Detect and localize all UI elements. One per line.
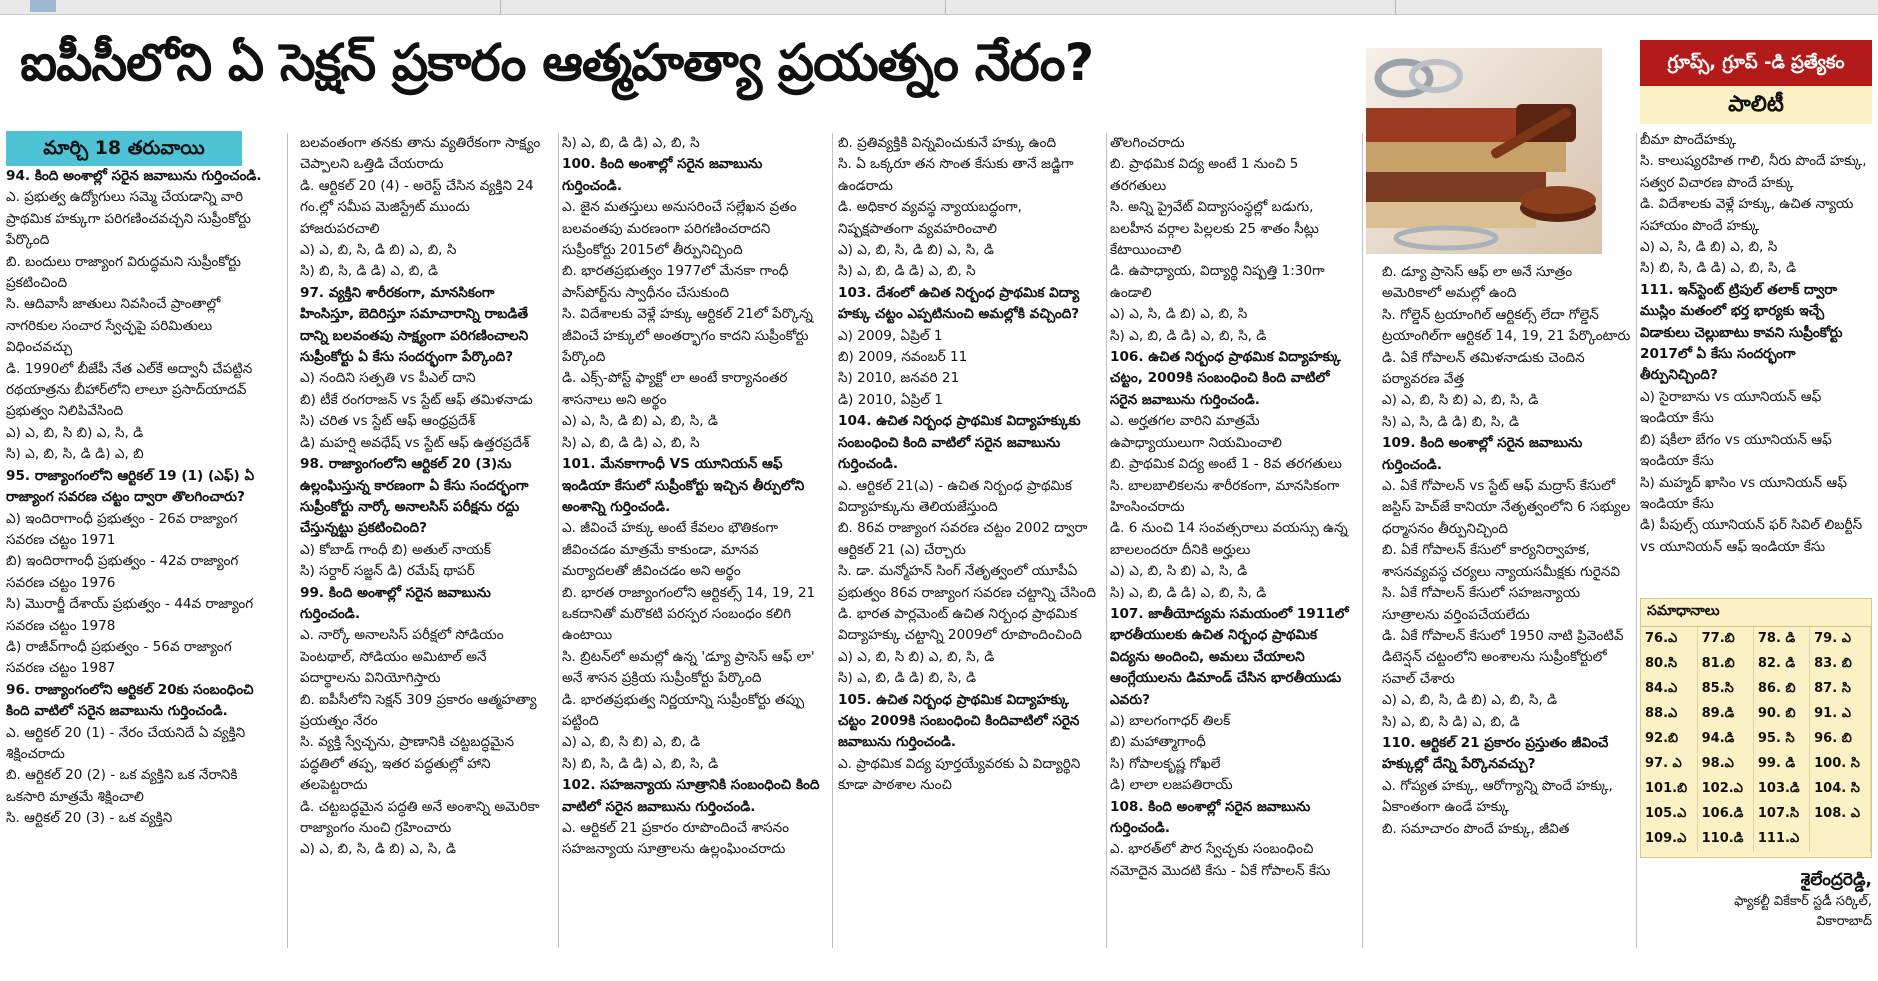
option-text: ఎ. భారత్‌లో పౌర స్వేచ్ఛకు సంబంధించి నమోదైన మొదటి కేసు - ఏకే గోపాలన్ కేసు [1110, 841, 1331, 879]
option-text: ఎ. ఆర్టికల్ 21(ఎ) - ఉచిత నిర్బంధ ప్రాథమిక విద్యాహక్కును తెలియజేస్తుంది [838, 477, 1073, 515]
answer-cell: 107.సి [1753, 802, 1809, 827]
option-text: ఎ. ఆర్టికల్ 21 ప్రకారం రూపొందించే శాసనం సహజన్యాయ సూత్రాలను ఉల్లంఘించరాదు [562, 820, 790, 858]
answer-cell [1810, 827, 1871, 852]
question-text: 103. దేశంలో ఉచిత నిర్బంధ ప్రాథమిక విద్యా హక్కు చట్టం ఎప్పటినుంచి అమల్లోకి వచ్చింది? [838, 284, 1080, 323]
option-text: సి) మొరార్జీ దేశాయ్ ప్రభుత్వం - 44వ రాజ్యాంగ సవరణ చట్టం 1978 [6, 596, 254, 634]
answer-cell: 102.ఎ [1697, 777, 1753, 802]
option-text: సి) ఎ, బి, డి డి) ఎ, బి, సి [838, 263, 976, 280]
answer-cell: 90. బి [1753, 702, 1809, 727]
question-text: 109. కింది అంశాల్లో సరైన జవాబును గుర్తించండి. [1382, 435, 1583, 473]
option-text: బి. ఏకే గోపాలన్ కేసులో కార్యనిర్వాహక, శాసనవ్యవస్థ చర్యలు న్యాయసమీక్షకు గురైనవి [1382, 542, 1621, 580]
answer-cell: 79. ఎ [1810, 627, 1871, 652]
option-text: డి. ఏకే గోపాలన్ కేసులో 1950 నాటి ప్రివెంటివ్ డిటెన్షన్ చట్టంలోని అంశాలను సుప్రీంకోర్టులో సవాల్ చేశారు [1382, 627, 1624, 687]
option-text: సి. ఏకే గోపాలన్ కేసులో సహజన్యాయ సూత్రాలను వర్తింపచేయలేదు [1382, 585, 1581, 623]
option-text: సి) ఎ, బి, డి డి) ఎ, బి, సి, డి [1110, 584, 1267, 601]
option-text: సి. విదేశాలకు వెళ్లే హక్కు ఆర్టికల్ 21లో పేర్కొన్న జీవించే హక్కులో అంతర్భాగం కాదని సుప్రీంకోర్టు పేర్కొంది [562, 306, 813, 366]
option-text: డి) రాజీవ్‌గాంధీ ప్రభుత్వం - 56వ రాజ్యాంగ సవరణ చట్టం 1987 [6, 638, 232, 677]
answer-cell: 108. ఎ [1810, 802, 1871, 827]
column-divider [1106, 133, 1107, 948]
option-text: సి) ఎ, సి, డి డి) బి, సి, డి [1382, 413, 1520, 430]
option-text: ఎ) నందిని సత్పతి vs పీఎల్ దాని [300, 370, 476, 387]
answer-row [1641, 652, 1871, 677]
option-text: సి) 2010, జనవరి 21 [838, 370, 960, 387]
option-text: సి) చరిత vs స్టేట్ ఆఫ్ ఆంధ్రప్రదేశ్ [300, 413, 476, 430]
answer-row [1641, 777, 1871, 802]
option-text: డి. ఎక్స్-పోస్ట్ ఫ్యాక్టో లా అంటే కార్యానంతర శాసనాలు అని అర్థం [562, 370, 788, 408]
option-text: సి. ఏ ఒక్కరూ తన సొంత కేసుకు తానే జడ్జిగా ఉండరాదు [838, 156, 1074, 194]
answer-key-box [1640, 598, 1872, 858]
answer-row [1641, 827, 1871, 852]
option-text: తొలగించరాదు [1110, 135, 1185, 151]
option-text: బి. ఐపీసీలోని సెక్షన్ 309 ప్రకారం ఆత్మహత్యా ప్రయత్నం నేరం [300, 691, 537, 729]
answer-cell: 78. డి [1753, 627, 1809, 652]
option-text: డి) పీపుల్స్ యూనియన్ ఫర్ సివిల్ లిబర్టీస్ vs యూనియన్ ఆఫ్ ఇండియా కేసు [1640, 517, 1863, 555]
option-text: ఎ. గోప్యత హక్కు, ఆరోగ్యాన్ని పొందే హక్కు, ఏకాంతంగా ఉండే హక్కు [1382, 777, 1613, 816]
author-role: ఫ్యాకల్టీ వికేకార్ స్టడీ సర్కిల్, [1734, 894, 1872, 909]
option-text: బి. సమాచారం పొందే హక్కు, జీవిత [1382, 820, 1570, 837]
answer-cell: 100. సి [1810, 752, 1871, 777]
article-column-6 [1382, 262, 1634, 952]
option-text: సి) బి, సి, డి డి) ఎ, బి, సి, డి [1640, 260, 1797, 277]
question-text: 104. ఉచిత నిర్బంధ ప్రాథమిక విద్యాహక్కుకు సంబంధించి కింది వాటిలో సరైన జవాబును గుర్తించండి. [838, 413, 1081, 473]
option-text: సి) ఎ, బి, డి డి) ఎ, బి, సి [562, 434, 700, 451]
option-text: ఎ) ఎ, సి, డి బి) ఎ, బి, సి [1640, 239, 1778, 256]
option-text: ఎ. జైన మతస్తులు అనుసరించే సల్లేఖన వ్రతం బలవంతపు మరణంగా పరిగణించరాదని సుప్రీంకోర్టు 2015లో తీర్పునిచ్చింది [562, 199, 797, 259]
option-text: సి. గోల్డెన్ ట్రయాంగిల్ ఆర్టికల్స్ లేదా గోల్డెన్ ట్రయాంగిల్‌గా ఆర్టికల్ 14, 19, 21 పేర్కొంటారు [1382, 306, 1631, 345]
option-text: డి. ఉపాధ్యాయ, విద్యార్థి నిష్పత్తి 1:30గా ఉండాలి [1110, 263, 1325, 301]
answer-cell: 96. బి [1810, 727, 1871, 752]
option-text: ఎ. నార్కో అనాలసిస్ పరీక్షలో సోడియం పెంటథాల్, సోడియం అమిటాల్ అనే పదార్థాలను వినియోగిస్తారు [300, 627, 504, 687]
option-text: బి. భారత రాజ్యాంగంలోని ఆర్టికల్స్ 14, 19, 21 ఒకదానితో మరొకటి పరస్పర సంబంధం కలిగి ఉంటాయి [562, 584, 816, 644]
option-text: సి. డా. మన్మోహన్ సింగ్ నేతృత్వంలో యూపీఏ ప్రభుత్వం 86వ రాజ్యాంగ సవరణ చట్టాన్ని చేసింది [838, 563, 1096, 601]
option-text: బి. ప్రాథమిక విద్య అంటే 1 - 8వ తరగతులు [1110, 456, 1342, 473]
author-place: వికారాబాద్ [1816, 914, 1872, 929]
option-text: సి) మహ్మద్ ఖాసిం vs యూనియన్ ఆఫ్ ఇండియా కేసు [1640, 474, 1847, 512]
option-text: ఎ. జీవించే హక్కు అంటే కేవలం భౌతికంగా జీవించడం మాత్రమే కాకుండా, మానవ మర్యాదలతో జీవించడం అని అర్థం [562, 520, 778, 580]
question-text: 95. రాజ్యాంగంలోని ఆర్టికల్ 19 (1) (ఎఫ్) ఏ రాజ్యాంగ సవరణ చట్టం ద్వారా తొలగించారు? [6, 467, 255, 506]
gavel-icon [1366, 48, 1602, 254]
question-text: 98. రాజ్యాంగంలోని ఆర్టికల్ 20 (3)ను ఉల్లంఘిస్తున్న కారణంగా ఏ కేసు సందర్భంగా సుప్రీంకోర్టు నార్కో అనాలసిస్ పరీక్షను రద్దు చేస్తున్నట్టు ప్రకటించింది? [300, 456, 529, 537]
top-divider [500, 0, 501, 14]
option-text: డి) 2010, ఏప్రిల్ 1 [838, 391, 943, 408]
option-text: ఎ) ఎ, బి, సి బి) ఎ, బి, సి, డి [838, 648, 995, 665]
answer-cell: 85.సి [1697, 677, 1753, 702]
question-text: 105. ఉచిత నిర్బంధ ప్రాథమిక విద్యాహక్కు చట్టం 2009కి సంబంధించి కిందివాటిలో సరైన జవాబును గుర్తించండి. [838, 691, 1080, 751]
option-text: సి. బ్రిటన్‌లో అమల్లో ఉన్న 'డ్యూ ప్రాసెస్ ఆఫ్ లా' అనే శాసన ప్రక్రియ సుప్రీంకోర్టు పేర్కొంది [562, 648, 815, 687]
option-text: డి. విదేశాలకు వెళ్లే హక్కు, ఉచిత న్యాయ సహాయం పొందే హక్కు [1640, 196, 1854, 234]
column-divider [1362, 133, 1363, 948]
answer-key-table [1641, 627, 1871, 852]
option-text: ఎ) ఎ, బి, సి బి) ఎ, సి, డి [1110, 563, 1248, 580]
option-text: ఎ. ఏకే గోపాలన్ vs స్టేట్ ఆఫ్ మద్రాస్ కేసులో జస్టిస్ హెచ్‌జే కానియా నేతృత్వంలోని 6 సభ్యుల ధర్మాసనం తీర్పునిచ్చింది [1382, 478, 1631, 537]
answer-cell: 104. సి [1810, 777, 1871, 802]
question-text: 111. ఇన్‌స్టెంట్ ట్రిపుల్ తలాక్ ద్వారా ముస్లిం మతంలో భర్త భార్యకు ఇచ్చే విడాకులు చెల్లుబాటు కావని సుప్రీంకోర్టు 2017లో ఏ కేసు సందర్భంగా తీర్పునిచ్చింది? [1640, 281, 1843, 384]
option-text: డి) మహర్షి అవధేష్ vs స్టేట్ ఆఫ్ ఉత్తరప్రదేశ్ [300, 434, 530, 451]
option-text: బి) మహాత్మాగాంధీ [1110, 734, 1206, 751]
section-tag: మార్చి 18 తరువాయి [6, 131, 242, 166]
question-text: 96. రాజ్యాంగంలోని ఆర్టికల్ 20కు సంబంధించి కింది వాటిలో సరైన జవాబును గుర్తించండి. [6, 681, 254, 720]
top-divider [945, 0, 946, 14]
subject-label: పాలిటీ [1640, 86, 1872, 124]
option-text: ఎ) ఎ, బి, సి, డి బి) ఎ, బి, సి, డి [1382, 692, 1558, 709]
answer-cell: 94.డి [1697, 727, 1753, 752]
option-text: సి) సర్దార్ సజ్జన్ డి) రమేష్ థాపర్ [300, 563, 475, 580]
option-text: సి. కాలుష్యరహిత గాలి, నీరు పొందే హక్కు, సత్వర విచారణ పొందే హక్కు [1640, 153, 1867, 191]
option-text: సి. బాలబాలికలను శారీరకంగా, మానసికంగా హింసించరాదు [1110, 477, 1340, 515]
answer-cell: 77.బి [1697, 627, 1753, 652]
column-divider [832, 133, 833, 948]
answer-cell: 101.బి [1641, 777, 1697, 802]
option-text: సి) గోపాలకృష్ణ గోఖలే [1110, 755, 1221, 772]
answer-cell: 82. డి [1753, 652, 1809, 677]
question-text: 110. ఆర్టికల్ 21 ప్రకారం ప్రస్తుతం జీవించే హక్కుల్లో దేన్ని పేర్కొనవచ్చు? [1382, 734, 1609, 773]
answer-row [1641, 627, 1871, 652]
option-text: బి) 2009, నవంబర్ 11 [838, 349, 968, 366]
question-text: 107. జాతీయోద్యమ సమయంలో 1911లో భారతీయులకు ఉచిత నిర్బంధ ప్రాథమిక విద్యను అందించి, అమలు చేయాలని ఆంగ్లేయులను డిమాండ్ చేసిన భారతీయుడు ఎవరు? [1110, 605, 1349, 708]
option-text: సి. ఆర్టికల్ 20 (3) - ఒక వ్యక్తిని [6, 810, 173, 827]
answer-cell: 80.సి [1641, 652, 1697, 677]
article-column-4 [838, 133, 1100, 948]
answer-cell: 105.ఎ [1641, 802, 1697, 827]
column-divider [1636, 133, 1637, 948]
article-column-2 [300, 133, 548, 948]
answer-row [1641, 727, 1871, 752]
answer-cell: 98.ఎ [1697, 752, 1753, 777]
answer-row [1641, 677, 1871, 702]
top-strip [0, 0, 1878, 15]
page-title: ఐపీసీలోని ఏ సెక్షన్ ప్రకారం ఆత్మహత్యా ప్రయత్నం నేరం? [20, 34, 1094, 93]
answer-cell: 92.బి [1641, 727, 1697, 752]
option-text: సి) బి, సి, డి డి) ఎ, బి, డి [300, 263, 439, 280]
answer-row [1641, 802, 1871, 827]
article-column-5 [1110, 133, 1356, 948]
option-text: ఎ) ఎ, బి, సి, డి బి) ఎ, సి, డి [300, 841, 456, 858]
answer-cell: 111.ఎ [1753, 827, 1809, 852]
option-text: సి. అన్ని ప్రైవేట్ విద్యాసంస్థల్లో బడుగు, బలహీన వర్గాల పిల్లలకు 25 శాతం సీట్లు కేటాయించాలి [1110, 199, 1319, 259]
option-text: ఎ. అర్హతగల వారిని మాత్రమే ఉపాధ్యాయులుగా నియమించాలి [1110, 413, 1282, 451]
option-text: ఎ) ఎ, బి, సి, డి బి) ఎ, సి, డి [838, 242, 994, 259]
option-text: ఎ) ఎ, బి, సి బి) ఎ, బి, డి [562, 734, 701, 751]
option-text: డి. భారతప్రభుత్వ నిర్ణయాన్ని సుప్రీంకోర్టు తప్పు పట్టింది [562, 691, 805, 729]
gavel-handcuffs-photo [1366, 48, 1602, 254]
option-text: డి. భారత పార్లమెంట్ ఉచిత నిర్బంధ ప్రాథమిక విద్యాహక్కు చట్టాన్ని 2009లో రూపొందించింది [838, 605, 1082, 644]
question-text: 100. కింది అంశాల్లో సరైన జవాబును గుర్తించండి. [562, 156, 763, 194]
answer-cell: 103.డి [1753, 777, 1809, 802]
answer-cell: 109.ఎ [1641, 827, 1697, 852]
column-divider [558, 133, 559, 948]
option-text: డి. ఆర్టికల్ 20 (4) - అరెస్ట్ చేసిన వ్యక్తిని 24 గం.ల్లో సమీప మెజిస్ట్రేట్ ముందు హాజరుపరచాలి [300, 177, 534, 237]
article-column-1 [6, 166, 274, 981]
option-text: ఎ) ఇందిరాగాంధీ ప్రభుత్వం - 26వ రాజ్యాంగ సవరణ చట్టం 1971 [6, 510, 238, 548]
answer-cell: 86. బి [1753, 677, 1809, 702]
question-text: 99. కింది అంశాల్లో సరైన జవాబును గుర్తించండి. [300, 584, 491, 622]
option-text: బి. 86వ రాజ్యాంగ సవరణ చట్టం 2002 ద్వారా ఆర్టికల్ 21 (ఎ) చేర్చారు [838, 520, 1088, 558]
answer-cell: 89.డి [1697, 702, 1753, 727]
option-text: బి. బందులు రాజ్యాంగ విరుద్ధమని సుప్రీంకోర్టు ప్రకటించింది [6, 253, 241, 292]
option-text: బి. డ్యూ ప్రాసెస్ ఆఫ్ లా అనే సూత్రం అమెరికాలో అమల్లో ఉంది [1382, 264, 1573, 302]
option-text: సి) ఎ, బి, డి డి) ఎ, బి, సి, డి [1110, 327, 1267, 344]
top-divider [1395, 0, 1396, 14]
option-text: బి. ప్రతివ్యక్తికి విన్నవించుకునే హక్కు ఉంది [838, 135, 1057, 151]
answer-cell: 110.డి [1697, 827, 1753, 852]
answer-cell: 97. ఎ [1641, 752, 1697, 777]
answer-cell: 91. ఎ [1810, 702, 1871, 727]
answer-cell: 95. సి [1753, 727, 1809, 752]
option-text: ఎ) సైరాబాను vs యూనియన్ ఆఫ్ ఇండియా కేసు [1640, 388, 1822, 427]
article-column-3 [562, 133, 824, 948]
option-text: డి. 6 నుంచి 14 సంవత్సరాలు వయస్సు ఉన్న బాలలందరూ దీనికి అర్హులు [1110, 520, 1348, 558]
option-text: డి. అధికార వ్యవస్థ న్యాయబద్ధంగా, నిష్పక్షపాతంగా వ్యవహరించాలి [838, 199, 1022, 237]
column-divider [287, 133, 288, 948]
option-text: సి. వ్యక్తి స్వేచ్ఛను, ప్రాణానికి చట్టబద్ధమైన పద్ధతిలో తప్ప, ఇతర పద్ధతుల్లో హాని తలపెట్టరాదు [300, 734, 515, 794]
question-text: 101. మేనకాగాంధీ VS యూనియన్ ఆఫ్ ఇండియా కేసులో సుప్రీంకోర్టు ఇచ్చిన తీర్పులోని అంశాన్ని గుర్తించండి. [562, 456, 805, 515]
answer-cell: 87. సి [1810, 677, 1871, 702]
option-text: సి. ఆదివాసీ జాతులు నివసించే ప్రాంతాల్లో నాగరికుల సంచార స్వేచ్ఛపై పరిమితులు విధించవచ్చు [6, 296, 221, 356]
option-text: ఎ. ప్రభుత్వ ఉద్యోగులు సమ్మె చేయడాన్ని వారి ప్రాథమిక హక్కుగా పరిగణించవచ్చని సుప్రీంకోర్టు పేర్కొంది [6, 189, 251, 249]
option-text: ఎ) 2009, ఏప్రిల్ 1 [838, 327, 943, 344]
answer-cell: 76.ఎ [1641, 627, 1697, 652]
option-text: డి. చట్టబద్ధమైన పద్ధతి అనే అంశాన్ని అమెరికా రాజ్యాంగం నుంచి గ్రహించారు [300, 798, 540, 836]
option-text: ఎ) ఎ, సి, డి బి) ఎ, బి, సి [1110, 306, 1248, 323]
option-text: సి) ఎ, బి, డి డి) ఎ, బి, సి [562, 135, 700, 151]
option-text: బి. ఆర్టికల్ 20 (2) - ఒక వ్యక్తిని ఒక నేరానికి ఒకసారి మాత్రమే శిక్షించాలి [6, 767, 238, 805]
answer-row [1641, 702, 1871, 727]
option-text: ఎ) ఎ, సి, డి బి) ఎ, బి, సి, డి [562, 413, 718, 430]
option-text: డి. 1990లో బీజేపీ నేత ఎల్‌కే అద్వానీ చేపట్టిన రథయాత్రను బీహార్‌లోని లాలూ ప్రసాద్‌యాదవ్ ప్రభుత్వం నిలిపివేసింది [6, 360, 253, 420]
option-text: ఎ) కోబాడ్ గాంధీ బి) అతుల్ నాయక్ [300, 541, 491, 558]
question-text: 94. కింది అంశాల్లో సరైన జవాబును గుర్తించండి. [6, 168, 262, 184]
answer-cell: 83. బి [1810, 652, 1871, 677]
answer-cell: 84.ఎ [1641, 677, 1697, 702]
option-text: ఎ) ఎ, బి, సి బి) ఎ, బి, సి, డి [1382, 392, 1539, 409]
option-text: బి. భారతప్రభుత్వం 1977లో మేనకా గాంధీ పాస్‌పోర్ట్‌ను స్వాధీనం చేసుకుంది [562, 263, 789, 301]
option-text: డి) లాలా లజపతిరాయ్ [1110, 777, 1233, 794]
article-column-7 [1640, 130, 1872, 592]
question-text: 106. ఉచిత నిర్బంధ ప్రాథమిక విద్యాహక్కు చట్టం, 2009కి సంబంధించి కింది వాటిలో సరైన జవాబును గుర్తించండి. [1110, 349, 1341, 408]
answer-cell: 88.ఎ [1641, 702, 1697, 727]
option-text: ఎ) ఎ, బి, సి బి) ఎ, సి, డి [6, 424, 144, 441]
option-text: బలవంతంగా తనకు తాను వ్యతిరేకంగా సాక్ష్యం చెప్పాలని ఒత్తిడి చేయరాదు [300, 135, 541, 173]
answer-cell: 81.బి [1697, 652, 1753, 677]
option-text: ఎ. ప్రాథమిక విద్య పూర్తయ్యేవరకు ఏ విద్యార్థిని కూడా పాఠశాల నుంచి [838, 755, 1081, 794]
option-text: సి) ఎ, బి, సి డి) ఎ, బి, డి [1382, 713, 1520, 730]
question-text: 108. కింది అంశాల్లో సరైన జవాబును గుర్తించండి. [1110, 798, 1311, 836]
option-text: బి. ప్రాథమిక విద్య అంటే 1 నుంచి 5 తరగతులు [1110, 156, 1299, 194]
byline [1640, 868, 1872, 932]
option-text: సి) ఎ, బి, సి, డి డి) ఎ, బి [6, 446, 144, 463]
series-banner: గ్రూప్స్, గ్రూప్ -డి ప్రత్యేకం [1640, 40, 1872, 86]
option-text: ఎ) ఎ, బి, సి, డి బి) ఎ, బి, సి [300, 242, 457, 259]
option-text: సి) ఎ, బి, డి డి) బి, సి, డి [838, 670, 977, 687]
author-name: శైలేంద్రరెడ్డి, [1800, 870, 1872, 890]
question-text: 102. సహజన్యాయ సూత్రానికి సంబంధించి కింది వాటిలో సరైన జవాబును గుర్తించండి. [562, 777, 820, 815]
answer-cell: 106.డి [1697, 802, 1753, 827]
option-text: ఎ) బాలగంగాధర్ తిలక్ [1110, 712, 1231, 729]
option-text: బి) షకీలా బేగం vs యూనియన్ ఆఫ్ ఇండియా కేసు [1640, 431, 1832, 470]
answer-cell: 99. డి [1753, 752, 1809, 777]
option-text: బీమా పొందేహక్కు [1640, 132, 1737, 148]
option-text: బి) ఇందిరాగాంధీ ప్రభుత్వం - 42వ రాజ్యాంగ సవరణ చట్టం 1976 [6, 553, 239, 591]
answer-row [1641, 752, 1871, 777]
answer-key-title: సమాధానాలు [1641, 599, 1871, 627]
option-text: బి) టీకే రంగరాజన్ vs స్టేట్ ఆఫ్ తమిళనాడు [300, 391, 533, 408]
option-text: సి) బి, సి, డి డి) ఎ, బి, సి, డి [562, 755, 719, 772]
option-text: ఎ. ఆర్టికల్ 20 (1) - నేరం చేయనిదే ఏ వ్యక్తిని శిక్షించరాదు [6, 724, 246, 762]
question-text: 97. వ్యక్తిని శారీరకంగా, మానసికంగా హింసిస్తూ, బెదిరిస్తూ సమాచారాన్ని రాబడితే దాన్ని బలవంతపు సాక్ష్యంగా పరిగణించాలని సుప్రీంకోర్టు ఏ కేసు సందర్భంగా పేర్కొంది? [300, 284, 529, 366]
option-text: డి. ఏకే గోపాలన్ తమిళనాడుకు చెందిన పర్యావరణ వేత్త [1382, 349, 1585, 388]
corner-logo-icon [30, 0, 56, 12]
